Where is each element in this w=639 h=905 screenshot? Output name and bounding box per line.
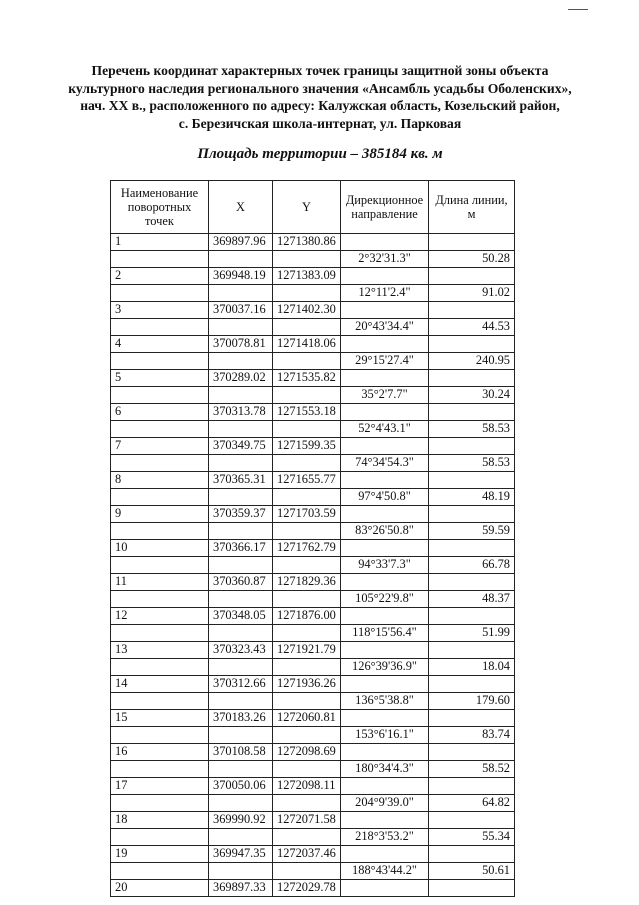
empty-cell bbox=[273, 556, 341, 574]
empty-cell bbox=[111, 284, 209, 302]
point-y: 1271876.00 bbox=[273, 608, 341, 625]
point-y: 1271418.06 bbox=[273, 336, 341, 353]
empty-cell bbox=[273, 420, 341, 438]
empty-cell bbox=[209, 726, 273, 744]
empty-cell bbox=[429, 744, 515, 761]
segment-length: 58.53 bbox=[429, 454, 515, 472]
segment-length: 58.53 bbox=[429, 420, 515, 438]
segment-direction: 83°26'50.8" bbox=[341, 522, 429, 540]
empty-cell bbox=[111, 624, 209, 642]
table-row bbox=[111, 438, 515, 455]
table-row bbox=[111, 404, 515, 421]
table-row bbox=[111, 268, 515, 285]
header-y: Y bbox=[273, 181, 341, 234]
empty-cell bbox=[273, 590, 341, 608]
empty-cell bbox=[273, 794, 341, 812]
point-x: 370323.43 bbox=[209, 642, 273, 659]
empty-cell bbox=[111, 794, 209, 812]
segment-length: 240.95 bbox=[429, 352, 515, 370]
point-x: 370360.87 bbox=[209, 574, 273, 591]
segment-length: 50.61 bbox=[429, 862, 515, 880]
empty-cell bbox=[341, 642, 429, 659]
table-row bbox=[111, 624, 515, 642]
point-x: 370108.58 bbox=[209, 744, 273, 761]
empty-cell bbox=[429, 846, 515, 863]
point-x: 369897.33 bbox=[209, 880, 273, 897]
empty-cell bbox=[429, 676, 515, 693]
empty-cell bbox=[209, 692, 273, 710]
segment-length: 50.28 bbox=[429, 250, 515, 268]
table-row bbox=[111, 710, 515, 727]
header-length: Длина линии, м bbox=[429, 181, 515, 234]
point-number: 12 bbox=[111, 608, 209, 625]
point-x: 370359.37 bbox=[209, 506, 273, 523]
point-number: 5 bbox=[111, 370, 209, 387]
point-y: 1272098.11 bbox=[273, 778, 341, 795]
point-number: 6 bbox=[111, 404, 209, 421]
table-header-row bbox=[111, 181, 515, 234]
title-line: Перечень координат характерных точек границы защитной зоны объекта bbox=[91, 63, 549, 78]
point-x: 370348.05 bbox=[209, 608, 273, 625]
point-x: 370050.06 bbox=[209, 778, 273, 795]
empty-cell bbox=[341, 676, 429, 693]
segment-direction: 97°4'50.8" bbox=[341, 488, 429, 506]
empty-cell bbox=[273, 250, 341, 268]
segment-length: 51.99 bbox=[429, 624, 515, 642]
segment-direction: 2°32'31.3" bbox=[341, 250, 429, 268]
empty-cell bbox=[341, 540, 429, 557]
empty-cell bbox=[111, 386, 209, 404]
empty-cell bbox=[429, 880, 515, 897]
empty-cell bbox=[111, 828, 209, 846]
table-row bbox=[111, 828, 515, 846]
table-row bbox=[111, 574, 515, 591]
point-y: 1271921.79 bbox=[273, 642, 341, 659]
point-number: 19 bbox=[111, 846, 209, 863]
table-row bbox=[111, 336, 515, 353]
empty-cell bbox=[341, 234, 429, 251]
empty-cell bbox=[429, 438, 515, 455]
empty-cell bbox=[273, 828, 341, 846]
point-number: 18 bbox=[111, 812, 209, 829]
empty-cell bbox=[111, 454, 209, 472]
point-y: 1271599.35 bbox=[273, 438, 341, 455]
header-point-name: Наименование поворотных точек bbox=[111, 181, 209, 234]
point-x: 370037.16 bbox=[209, 302, 273, 319]
point-x: 369990.92 bbox=[209, 812, 273, 829]
point-number: 20 bbox=[111, 880, 209, 897]
empty-cell bbox=[273, 692, 341, 710]
segment-direction: 35°2'7.7" bbox=[341, 386, 429, 404]
empty-cell bbox=[429, 710, 515, 727]
empty-cell bbox=[341, 472, 429, 489]
table-row bbox=[111, 692, 515, 710]
header-x: X bbox=[209, 181, 273, 234]
point-number: 10 bbox=[111, 540, 209, 557]
header-direction: Дирекционное направление bbox=[341, 181, 429, 234]
empty-cell bbox=[111, 590, 209, 608]
empty-cell bbox=[209, 862, 273, 880]
empty-cell bbox=[111, 352, 209, 370]
point-y: 1272029.78 bbox=[273, 880, 341, 897]
point-y: 1271762.79 bbox=[273, 540, 341, 557]
empty-cell bbox=[273, 522, 341, 540]
empty-cell bbox=[273, 352, 341, 370]
empty-cell bbox=[209, 522, 273, 540]
empty-cell bbox=[209, 760, 273, 778]
empty-cell bbox=[429, 336, 515, 353]
segment-direction: 126°39'36.9" bbox=[341, 658, 429, 676]
table-row bbox=[111, 488, 515, 506]
point-x: 370365.31 bbox=[209, 472, 273, 489]
empty-cell bbox=[273, 624, 341, 642]
empty-cell bbox=[209, 624, 273, 642]
segment-length: 91.02 bbox=[429, 284, 515, 302]
empty-cell bbox=[429, 540, 515, 557]
document-title bbox=[20, 62, 620, 132]
empty-cell bbox=[429, 234, 515, 251]
title-line: культурного наследия регионального значения «Ансамбль усадьбы Оболенских», bbox=[68, 80, 572, 96]
empty-cell bbox=[341, 778, 429, 795]
empty-cell bbox=[111, 250, 209, 268]
table-row bbox=[111, 608, 515, 625]
empty-cell bbox=[341, 370, 429, 387]
point-number: 1 bbox=[111, 234, 209, 251]
point-y: 1271655.77 bbox=[273, 472, 341, 489]
empty-cell bbox=[429, 370, 515, 387]
empty-cell bbox=[341, 710, 429, 727]
empty-cell bbox=[273, 726, 341, 744]
segment-direction: 188°43'44.2" bbox=[341, 862, 429, 880]
empty-cell bbox=[209, 828, 273, 846]
table-row bbox=[111, 590, 515, 608]
point-number: 4 bbox=[111, 336, 209, 353]
segment-length: 30.24 bbox=[429, 386, 515, 404]
empty-cell bbox=[111, 760, 209, 778]
point-x: 370313.78 bbox=[209, 404, 273, 421]
point-x: 370289.02 bbox=[209, 370, 273, 387]
point-number: 9 bbox=[111, 506, 209, 523]
table-row bbox=[111, 658, 515, 676]
table-row bbox=[111, 386, 515, 404]
table-body bbox=[111, 234, 515, 897]
title-line: нач. XX в., расположенного по адресу: Калужская область, Козельский район, bbox=[80, 98, 560, 114]
segment-length: 59.59 bbox=[429, 522, 515, 540]
table-row bbox=[111, 556, 515, 574]
empty-cell bbox=[111, 556, 209, 574]
empty-cell bbox=[111, 726, 209, 744]
empty-cell bbox=[341, 880, 429, 897]
coordinates-table bbox=[110, 180, 515, 897]
segment-length: 83.74 bbox=[429, 726, 515, 744]
corner-mark bbox=[568, 9, 588, 10]
table-row bbox=[111, 522, 515, 540]
empty-cell bbox=[429, 404, 515, 421]
empty-cell bbox=[209, 250, 273, 268]
point-y: 1272098.69 bbox=[273, 744, 341, 761]
table-row bbox=[111, 370, 515, 387]
empty-cell bbox=[273, 386, 341, 404]
segment-length: 18.04 bbox=[429, 658, 515, 676]
empty-cell bbox=[111, 862, 209, 880]
point-number: 3 bbox=[111, 302, 209, 319]
segment-length: 64.82 bbox=[429, 794, 515, 812]
empty-cell bbox=[209, 590, 273, 608]
point-x: 370183.26 bbox=[209, 710, 273, 727]
table-row bbox=[111, 642, 515, 659]
segment-direction: 180°34'4.3" bbox=[341, 760, 429, 778]
point-x: 370078.81 bbox=[209, 336, 273, 353]
empty-cell bbox=[341, 744, 429, 761]
segment-length: 55.34 bbox=[429, 828, 515, 846]
segment-direction: 105°22'9.8" bbox=[341, 590, 429, 608]
point-y: 1271829.36 bbox=[273, 574, 341, 591]
segment-direction: 118°15'56.4" bbox=[341, 624, 429, 642]
point-x: 370366.17 bbox=[209, 540, 273, 557]
point-y: 1271553.18 bbox=[273, 404, 341, 421]
table-row bbox=[111, 726, 515, 744]
segment-direction: 20°43'34.4" bbox=[341, 318, 429, 336]
empty-cell bbox=[273, 760, 341, 778]
point-y: 1271402.30 bbox=[273, 302, 341, 319]
point-x: 370312.66 bbox=[209, 676, 273, 693]
empty-cell bbox=[111, 318, 209, 336]
empty-cell bbox=[429, 778, 515, 795]
table-row bbox=[111, 760, 515, 778]
segment-direction: 153°6'16.1" bbox=[341, 726, 429, 744]
empty-cell bbox=[341, 268, 429, 285]
point-y: 1272071.58 bbox=[273, 812, 341, 829]
empty-cell bbox=[209, 454, 273, 472]
empty-cell bbox=[111, 488, 209, 506]
table-row bbox=[111, 302, 515, 319]
empty-cell bbox=[209, 352, 273, 370]
table-row bbox=[111, 234, 515, 251]
table-row bbox=[111, 676, 515, 693]
table-row bbox=[111, 454, 515, 472]
point-y: 1271936.26 bbox=[273, 676, 341, 693]
empty-cell bbox=[341, 846, 429, 863]
segment-length: 44.53 bbox=[429, 318, 515, 336]
empty-cell bbox=[429, 574, 515, 591]
empty-cell bbox=[111, 692, 209, 710]
empty-cell bbox=[429, 302, 515, 319]
empty-cell bbox=[429, 268, 515, 285]
table-row bbox=[111, 744, 515, 761]
point-number: 2 bbox=[111, 268, 209, 285]
table-row bbox=[111, 880, 515, 897]
segment-length: 48.37 bbox=[429, 590, 515, 608]
segment-length: 48.19 bbox=[429, 488, 515, 506]
empty-cell bbox=[209, 318, 273, 336]
table-row bbox=[111, 794, 515, 812]
title-line: с. Березичская школа-интернат, ул. Парковая bbox=[178, 115, 462, 131]
empty-cell bbox=[341, 404, 429, 421]
empty-cell bbox=[341, 506, 429, 523]
point-x: 369947.35 bbox=[209, 846, 273, 863]
empty-cell bbox=[341, 302, 429, 319]
empty-cell bbox=[209, 420, 273, 438]
segment-direction: 29°15'27.4" bbox=[341, 352, 429, 370]
segment-length: 58.52 bbox=[429, 760, 515, 778]
point-y: 1271383.09 bbox=[273, 268, 341, 285]
empty-cell bbox=[341, 336, 429, 353]
empty-cell bbox=[429, 472, 515, 489]
table-row bbox=[111, 778, 515, 795]
point-y: 1271380.86 bbox=[273, 234, 341, 251]
empty-cell bbox=[341, 608, 429, 625]
table-row bbox=[111, 318, 515, 336]
point-number: 8 bbox=[111, 472, 209, 489]
empty-cell bbox=[273, 862, 341, 880]
table-row bbox=[111, 540, 515, 557]
empty-cell bbox=[209, 386, 273, 404]
point-number: 17 bbox=[111, 778, 209, 795]
segment-length: 66.78 bbox=[429, 556, 515, 574]
table-row bbox=[111, 862, 515, 880]
point-y: 1271535.82 bbox=[273, 370, 341, 387]
point-y: 1271703.59 bbox=[273, 506, 341, 523]
segment-direction: 136°5'38.8" bbox=[341, 692, 429, 710]
point-number: 15 bbox=[111, 710, 209, 727]
empty-cell bbox=[273, 488, 341, 506]
point-number: 14 bbox=[111, 676, 209, 693]
segment-direction: 218°3'53.2" bbox=[341, 828, 429, 846]
empty-cell bbox=[341, 574, 429, 591]
empty-cell bbox=[209, 658, 273, 676]
empty-cell bbox=[429, 812, 515, 829]
empty-cell bbox=[429, 642, 515, 659]
empty-cell bbox=[209, 488, 273, 506]
table-row bbox=[111, 284, 515, 302]
point-x: 369897.96 bbox=[209, 234, 273, 251]
empty-cell bbox=[209, 794, 273, 812]
empty-cell bbox=[111, 420, 209, 438]
segment-direction: 52°4'43.1" bbox=[341, 420, 429, 438]
table-row bbox=[111, 250, 515, 268]
segment-direction: 94°33'7.3" bbox=[341, 556, 429, 574]
empty-cell bbox=[273, 658, 341, 676]
empty-cell bbox=[111, 522, 209, 540]
empty-cell bbox=[273, 318, 341, 336]
point-x: 370349.75 bbox=[209, 438, 273, 455]
area-statement: Площадь территории – 385184 кв. м bbox=[197, 146, 443, 162]
empty-cell bbox=[341, 438, 429, 455]
point-y: 1272037.46 bbox=[273, 846, 341, 863]
segment-length: 179.60 bbox=[429, 692, 515, 710]
empty-cell bbox=[273, 454, 341, 472]
table-row bbox=[111, 472, 515, 489]
point-number: 16 bbox=[111, 744, 209, 761]
table-row bbox=[111, 812, 515, 829]
empty-cell bbox=[429, 608, 515, 625]
empty-cell bbox=[429, 506, 515, 523]
empty-cell bbox=[341, 812, 429, 829]
segment-direction: 12°11'2.4" bbox=[341, 284, 429, 302]
segment-direction: 74°34'54.3" bbox=[341, 454, 429, 472]
table-row bbox=[111, 506, 515, 523]
empty-cell bbox=[209, 556, 273, 574]
table-row bbox=[111, 352, 515, 370]
empty-cell bbox=[273, 284, 341, 302]
point-x: 369948.19 bbox=[209, 268, 273, 285]
segment-direction: 204°9'39.0" bbox=[341, 794, 429, 812]
point-number: 13 bbox=[111, 642, 209, 659]
table-row bbox=[111, 846, 515, 863]
empty-cell bbox=[209, 284, 273, 302]
point-y: 1272060.81 bbox=[273, 710, 341, 727]
point-number: 11 bbox=[111, 574, 209, 591]
table-row bbox=[111, 420, 515, 438]
empty-cell bbox=[111, 658, 209, 676]
point-number: 7 bbox=[111, 438, 209, 455]
